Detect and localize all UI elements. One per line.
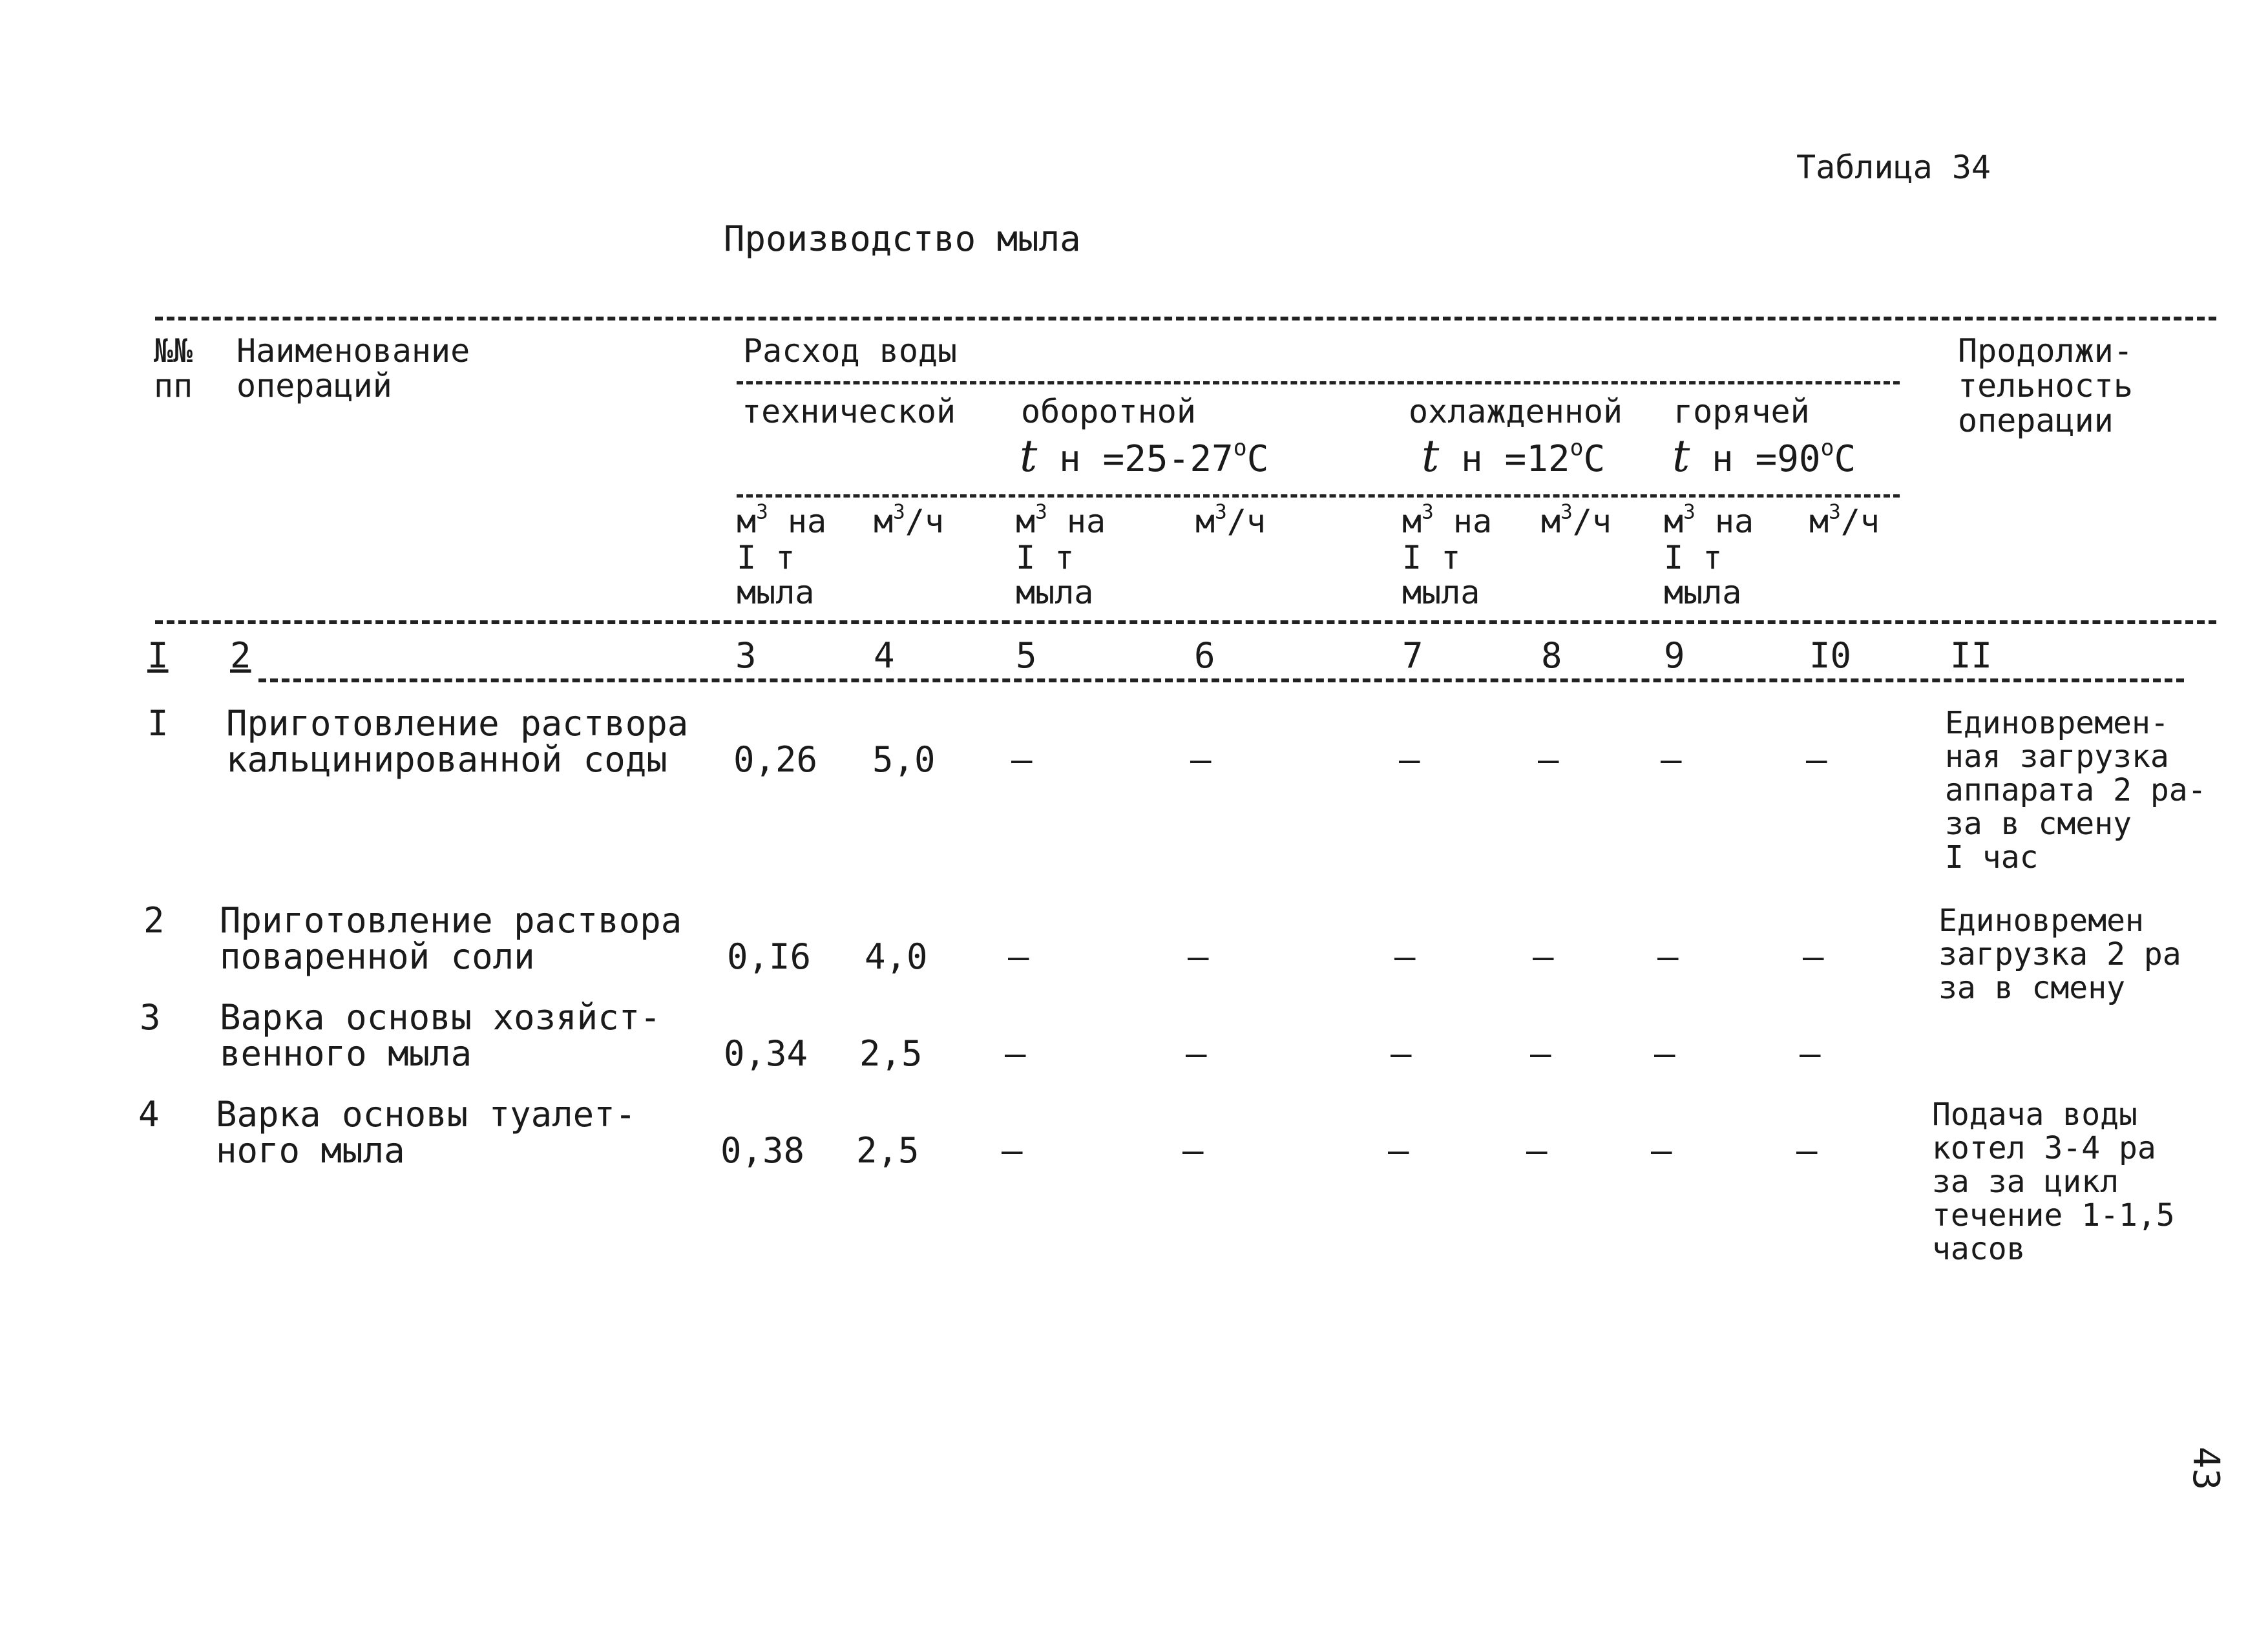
header-group-cooled: охлажденной: [1409, 393, 1623, 430]
row4-duration-line4: течение 1-1,5: [1932, 1197, 2175, 1234]
page-number: 43: [2185, 1446, 2227, 1491]
row1-name-line2: кальцинированной соды: [226, 739, 667, 780]
row1-duration-line1: Единовремен-: [1945, 705, 2169, 741]
row3-col3: 0,34: [724, 1033, 808, 1074]
header-temp-circulating: t $н =25-27^oC$: [1020, 431, 1269, 482]
row2-col3: 0,I6: [727, 936, 812, 977]
header-units-rule: [737, 494, 1900, 498]
unit-cool-per-h: $м^3/ч$: [1541, 500, 1612, 540]
header-name-line1: Наименование: [236, 332, 470, 370]
colnum-1: I: [147, 635, 169, 676]
row4-col3: 0,38: [720, 1130, 805, 1171]
row2-duration-line3: за в смену: [1938, 970, 2125, 1006]
unit-tech-per-h: $м^3/ч$: [874, 500, 944, 540]
header-num-line1: №№: [154, 332, 193, 370]
row1-col4: 5,0: [872, 739, 936, 780]
row1-duration-line3: аппарата 2 ра-: [1945, 772, 2207, 808]
header-water-group: Расход воды: [743, 332, 958, 370]
row1-duration-line2: ная загрузка: [1945, 739, 2169, 775]
row3-col7: –: [1391, 1033, 1412, 1074]
unit-circ-per-t-line3: мыла: [1016, 574, 1094, 611]
row4-duration-line2: котел 3-4 ра: [1932, 1130, 2156, 1166]
row2-col5: –: [1008, 936, 1029, 977]
row1-col8: –: [1538, 739, 1559, 780]
row3-name-line1: Варка основы хозяйст-: [220, 997, 661, 1038]
row1-num: I: [147, 703, 169, 744]
colnum-3: 3: [735, 635, 757, 676]
row4-name-line2: ного мыла: [216, 1130, 405, 1171]
row4-col6: –: [1182, 1130, 1204, 1171]
header-bottom-rule: [155, 620, 2216, 624]
row4-col9: –: [1651, 1130, 1672, 1171]
header-name-line2: операций: [236, 367, 392, 404]
row1-duration-line4: за в смену: [1945, 806, 2132, 842]
row4-name-line1: Варка основы туалет-: [216, 1094, 636, 1135]
row2-num: 2: [143, 900, 165, 941]
header-num-line2: пп: [154, 367, 193, 404]
row4-col4: 2,5: [856, 1130, 919, 1171]
unit-hot-per-t-line3: мыла: [1664, 574, 1742, 611]
row4-duration-line3: за за цикл: [1932, 1164, 2119, 1200]
row2-col6: –: [1188, 936, 1209, 977]
colnum-10: I0: [1809, 635, 1852, 676]
unit-cool-per-t-line2: I т: [1402, 539, 1461, 576]
row2-col10: –: [1803, 936, 1824, 977]
row1-col10: –: [1806, 739, 1827, 780]
row4-col10: –: [1796, 1130, 1818, 1171]
header-duration-line3: операции: [1958, 402, 2114, 439]
table-title: Производство мыла: [724, 218, 1081, 259]
row3-col10: –: [1800, 1033, 1821, 1074]
row2-name-line1: Приготовление раствора: [220, 900, 682, 941]
unit-circ-per-h: $м^3/ч$: [1195, 500, 1266, 540]
row1-col5: –: [1011, 739, 1033, 780]
colnum-9: 9: [1664, 635, 1685, 676]
colnum-5: 5: [1016, 635, 1037, 676]
table-top-rule: [155, 317, 2216, 320]
row2-col4: 4,0: [865, 936, 928, 977]
header-group-circulating: оборотной: [1021, 393, 1196, 430]
unit-tech-per-t-line2: I т: [737, 539, 795, 576]
colnum-2: 2: [230, 635, 251, 676]
header-duration-line2: тельность: [1958, 367, 2133, 404]
row4-col7: –: [1388, 1130, 1409, 1171]
unit-hot-per-t-line2: I т: [1664, 539, 1723, 576]
header-temp-hot: t $н =90^oC$: [1672, 431, 1856, 482]
row3-num: 3: [140, 997, 161, 1038]
row2-col7: –: [1394, 936, 1416, 977]
row1-duration-line5: I час: [1945, 839, 2039, 876]
row1-col7: –: [1399, 739, 1420, 780]
header-group-hot: горячей: [1674, 393, 1810, 430]
row4-num: 4: [138, 1094, 160, 1135]
row3-col5: –: [1005, 1033, 1026, 1074]
header-duration-line1: Продолжи-: [1958, 332, 2133, 370]
header-water-rule: [737, 381, 1900, 384]
row4-duration-line5: часов: [1932, 1231, 2026, 1267]
unit-hot-per-t: $м^3$ на: [1664, 500, 1754, 540]
unit-circ-per-t: $м^3$ на: [1016, 500, 1106, 540]
row2-name-line2: поваренной соли: [220, 936, 535, 977]
colnum-7: 7: [1402, 635, 1423, 676]
row2-col8: –: [1533, 936, 1554, 977]
row3-col8: –: [1530, 1033, 1551, 1074]
row3-col4: 2,5: [859, 1033, 923, 1074]
row2-col9: –: [1657, 936, 1679, 977]
row4-col8: –: [1526, 1130, 1548, 1171]
table-caption: Таблица 34: [1796, 149, 1991, 186]
colnum-4: 4: [874, 635, 895, 676]
row3-col9: –: [1654, 1033, 1675, 1074]
row3-name-line2: венного мыла: [220, 1033, 472, 1074]
row2-duration-line2: загрузка 2 ра: [1938, 936, 2181, 972]
colnum-bottom-rule: [258, 678, 2184, 682]
unit-cool-per-t-line3: мыла: [1402, 574, 1480, 611]
header-group-technical: технической: [742, 393, 956, 430]
colnum-8: 8: [1541, 635, 1562, 676]
colnum-6: 6: [1194, 635, 1215, 676]
unit-tech-per-t-line3: мыла: [737, 574, 815, 611]
unit-tech-per-t: $м^3$ на: [737, 500, 827, 540]
row4-duration-line1: Подача воды: [1932, 1097, 2137, 1133]
row1-col3: 0,26: [733, 739, 818, 780]
row3-col6: –: [1186, 1033, 1207, 1074]
row4-col5: –: [1002, 1130, 1023, 1171]
unit-circ-per-t-line2: I т: [1016, 539, 1075, 576]
row1-name-line1: Приготовление раствора: [226, 703, 689, 744]
unit-hot-per-h: $м^3/ч$: [1809, 500, 1880, 540]
colnum-11: II: [1950, 635, 1993, 676]
unit-cool-per-t: $м^3$ на: [1402, 500, 1493, 540]
row1-col6: –: [1190, 739, 1212, 780]
row2-duration-line1: Единовремен: [1938, 903, 2144, 939]
header-temp-cooled: t $н =12^oC$: [1422, 431, 1606, 482]
row1-col9: –: [1661, 739, 1682, 780]
